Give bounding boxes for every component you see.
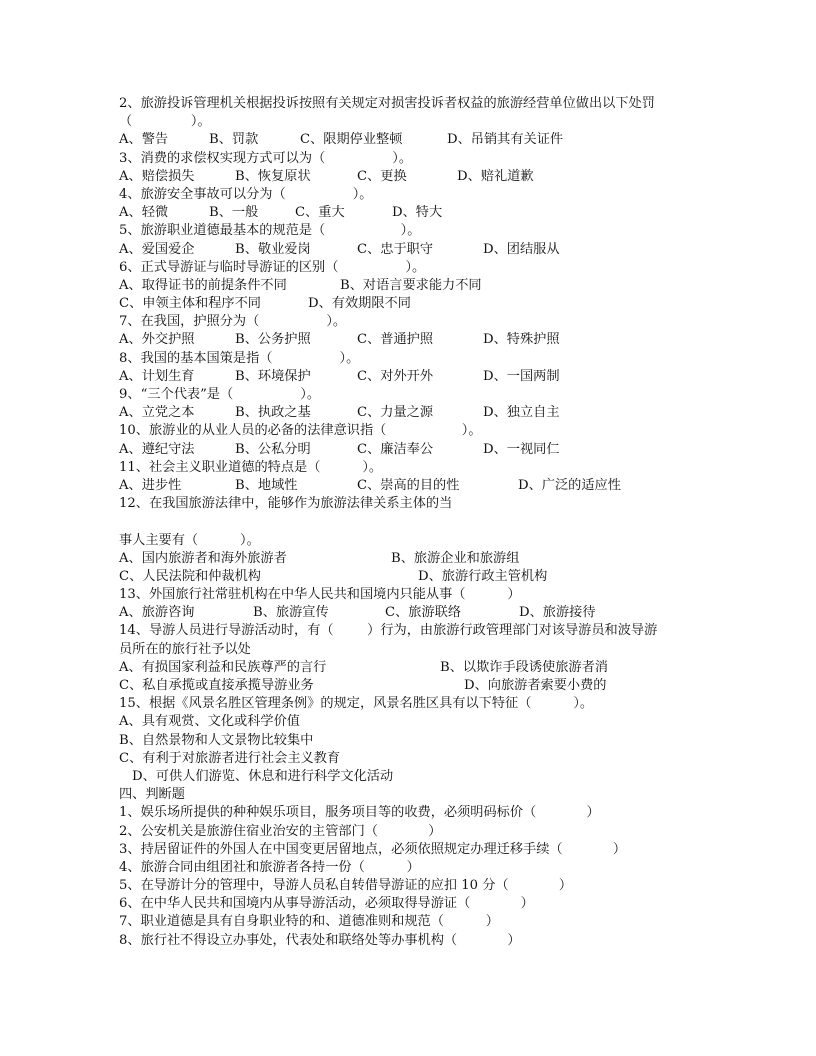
question-stem: 5、旅游职业道德最基本的规范是（ ）。 (119, 223, 421, 239)
option-a: A、取得证书的前提条件不同 (119, 277, 287, 293)
option-c: C、人民法院和仲裁机构 (119, 568, 261, 584)
option-c: C、对外开外 (357, 368, 434, 384)
question-stem: 14、导游人员进行导游活动时，有（ ）行为，由旅游行政管理部门对该导游员和波导游 (119, 623, 658, 639)
option-a: A、进步性 (119, 477, 182, 493)
question-stem: 3、消费的求偿权实现方式可以为（ ）。 (119, 150, 413, 166)
option-b: B、敬业爱岗 (235, 241, 311, 257)
option-a: A、具有观赏、文化或科学价值 (119, 714, 300, 730)
option-b: B、自然景物和人文景物比较集中 (119, 732, 314, 748)
blank-line (119, 513, 699, 531)
option-b: B、执政之基 (235, 405, 311, 421)
option-c: C、更换 (357, 168, 407, 184)
options-row (119, 441, 699, 459)
option-d: D、赔礼道歉 (457, 168, 534, 184)
option-b: B、对语言要求能力不同 (340, 277, 482, 293)
judgment-item: 3、持居留证件的外国人在中国变更居留地点，必须依照规定办理迁移手续（ ） (119, 841, 627, 857)
judgment-item: 8、旅行社不得设立办事处，代表处和联络处等办事机构（ ） (119, 932, 521, 948)
question-stem: 8、我国的基本国策是指（ ）。 (119, 350, 360, 366)
option-c: C、私自承揽或直接承揽导游业务 (119, 678, 314, 693)
judgment-item: 5、在导游计分的管理中，导游人员私自转借导游证的应扣 10 分（ ） (119, 878, 573, 894)
options-row (119, 295, 699, 313)
question-stem: 2、旅游投诉管理机关根据投诉按照有关规定对损害投诉者权益的旅游经营单位做出以下处罚 (119, 96, 655, 111)
option-c: C、申领主体和程序不同 (119, 296, 261, 312)
option-d: D、特大 (392, 205, 443, 221)
option-a: A、有损国家利益和民族尊严的言行 (119, 659, 327, 675)
options-row (119, 368, 699, 386)
option-a: A、立党之本 (119, 405, 195, 421)
option-b: B、环境保护 (235, 368, 311, 384)
question-stem: 4、旅游安全事故可以分为（ ）。 (119, 186, 373, 202)
options-row (119, 131, 699, 149)
option-c: C、力量之源 (357, 405, 434, 421)
judgment-item: 2、公安机关是旅游住宿业治安的主管部门（ ） (119, 823, 442, 839)
question-stem: 员所在的旅行社予以处 (119, 641, 251, 657)
option-c: C、廉洁奉公 (357, 441, 434, 457)
question-stem: 10、旅游业的从业人员的必备的法律意识指（ ）。 (119, 423, 482, 439)
question-stem: 事人主要有（ ）。 (119, 532, 260, 548)
question-stem: 15、根据《风景名胜区管理条例》的规定，风景名胜区具有以下特征（ ）。 (119, 696, 594, 712)
option-b: B、旅游宣传 (253, 605, 329, 621)
question-stem: 11、社会主义职业道德的特点是（ ）。 (119, 459, 383, 475)
option-a: A、遵纪守法 (119, 441, 195, 457)
option-b: B、地域性 (235, 477, 298, 493)
option-a: A、爱国爱企 (119, 241, 195, 257)
option-b: B、旅游企业和旅游组 (391, 550, 520, 566)
option-c: C、有利于对旅游者进行社会主义教育 (119, 750, 341, 766)
option-d: D、向旅游者索要小费的 (464, 678, 607, 693)
option-a: A、计划生育 (119, 368, 195, 384)
options-row (119, 550, 699, 568)
option-c: C、旅游联络 (385, 605, 462, 621)
options-row (119, 477, 699, 495)
option-d: D、旅游行政主管机构 (418, 568, 548, 584)
option-d: D、有效期限不同 (308, 296, 411, 312)
option-d: D、特殊护照 (483, 332, 560, 348)
options-row (119, 568, 699, 586)
options-row (119, 404, 699, 422)
option-d: D、可供人们游览、休息和进行科学文化活动 (132, 768, 394, 784)
option-c: C、普通护照 (357, 332, 434, 348)
option-b: B、公务护照 (235, 332, 311, 348)
options-row (119, 204, 699, 222)
option-d: D、独立自主 (483, 405, 560, 421)
options-row (119, 659, 699, 677)
options-row (119, 331, 699, 349)
option-b: B、公私分明 (235, 441, 311, 457)
judgment-item: 4、旅游合同由组团社和旅游者各持一份（ ） (119, 859, 420, 875)
question-stem: 9、“三个代表”是（ ）。 (119, 387, 321, 402)
judgment-item: 1、娱乐场所提供的种种娱乐项目，服务项目等的收费，必须明码标价（ ） (119, 805, 600, 821)
option-a: A、旅游咨询 (119, 605, 195, 621)
question-stem: 12、在我国旅游法律中，能够作为旅游法律关系主体的当 (119, 496, 453, 512)
option-b: B、罚款 (209, 132, 259, 148)
option-d: D、广泛的适应性 (518, 477, 621, 493)
options-row (119, 604, 699, 622)
option-a: A、外交护照 (119, 332, 195, 348)
option-a: A、轻微 (119, 205, 169, 221)
judgment-item: 6、在中华人民共和国境内从事导游活动，必须取得导游证（ ） (119, 896, 534, 912)
option-d: D、吊销其有关证件 (447, 132, 564, 148)
option-d: D、一国两制 (483, 368, 560, 384)
option-b: B、恢复原状 (235, 168, 311, 184)
option-d: D、一视同仁 (483, 441, 560, 457)
section-title: 四、判断题 (119, 787, 185, 803)
option-c: C、重大 (295, 205, 345, 221)
option-b: B、以欺诈手段诱使旅游者消 (440, 659, 608, 675)
options-row (119, 241, 699, 259)
options-row (119, 168, 699, 186)
options-row (119, 277, 699, 295)
exam-content (119, 95, 699, 950)
option-d: D、旅游接待 (519, 605, 596, 621)
judgment-item: 7、职业道德是具有自身职业特的和、道德准则和规范（ ） (119, 914, 499, 930)
option-a: A、赔偿损失 (119, 168, 195, 184)
question-stem: 7、在我国，护照分为（ ）。 (119, 314, 347, 330)
option-c: C、限期停业整顿 (300, 132, 403, 148)
question-stem: 13、外国旅行社常驻机构在中华人民共和国境内只能从事（ ） (119, 587, 521, 603)
option-a: A、国内旅游者和海外旅游者 (119, 550, 287, 566)
options-row (119, 677, 699, 695)
option-b: B、一般 (209, 205, 259, 221)
question-stem: （ ）。 (119, 114, 211, 130)
option-c: C、忠于职守 (357, 241, 434, 257)
option-d: D、团结服从 (483, 241, 560, 257)
question-stem: 6、正式导游证与临时导游证的区别（ ）。 (119, 259, 426, 275)
option-a: A、警告 (119, 132, 169, 148)
option-c: C、崇高的目的性 (357, 477, 460, 493)
